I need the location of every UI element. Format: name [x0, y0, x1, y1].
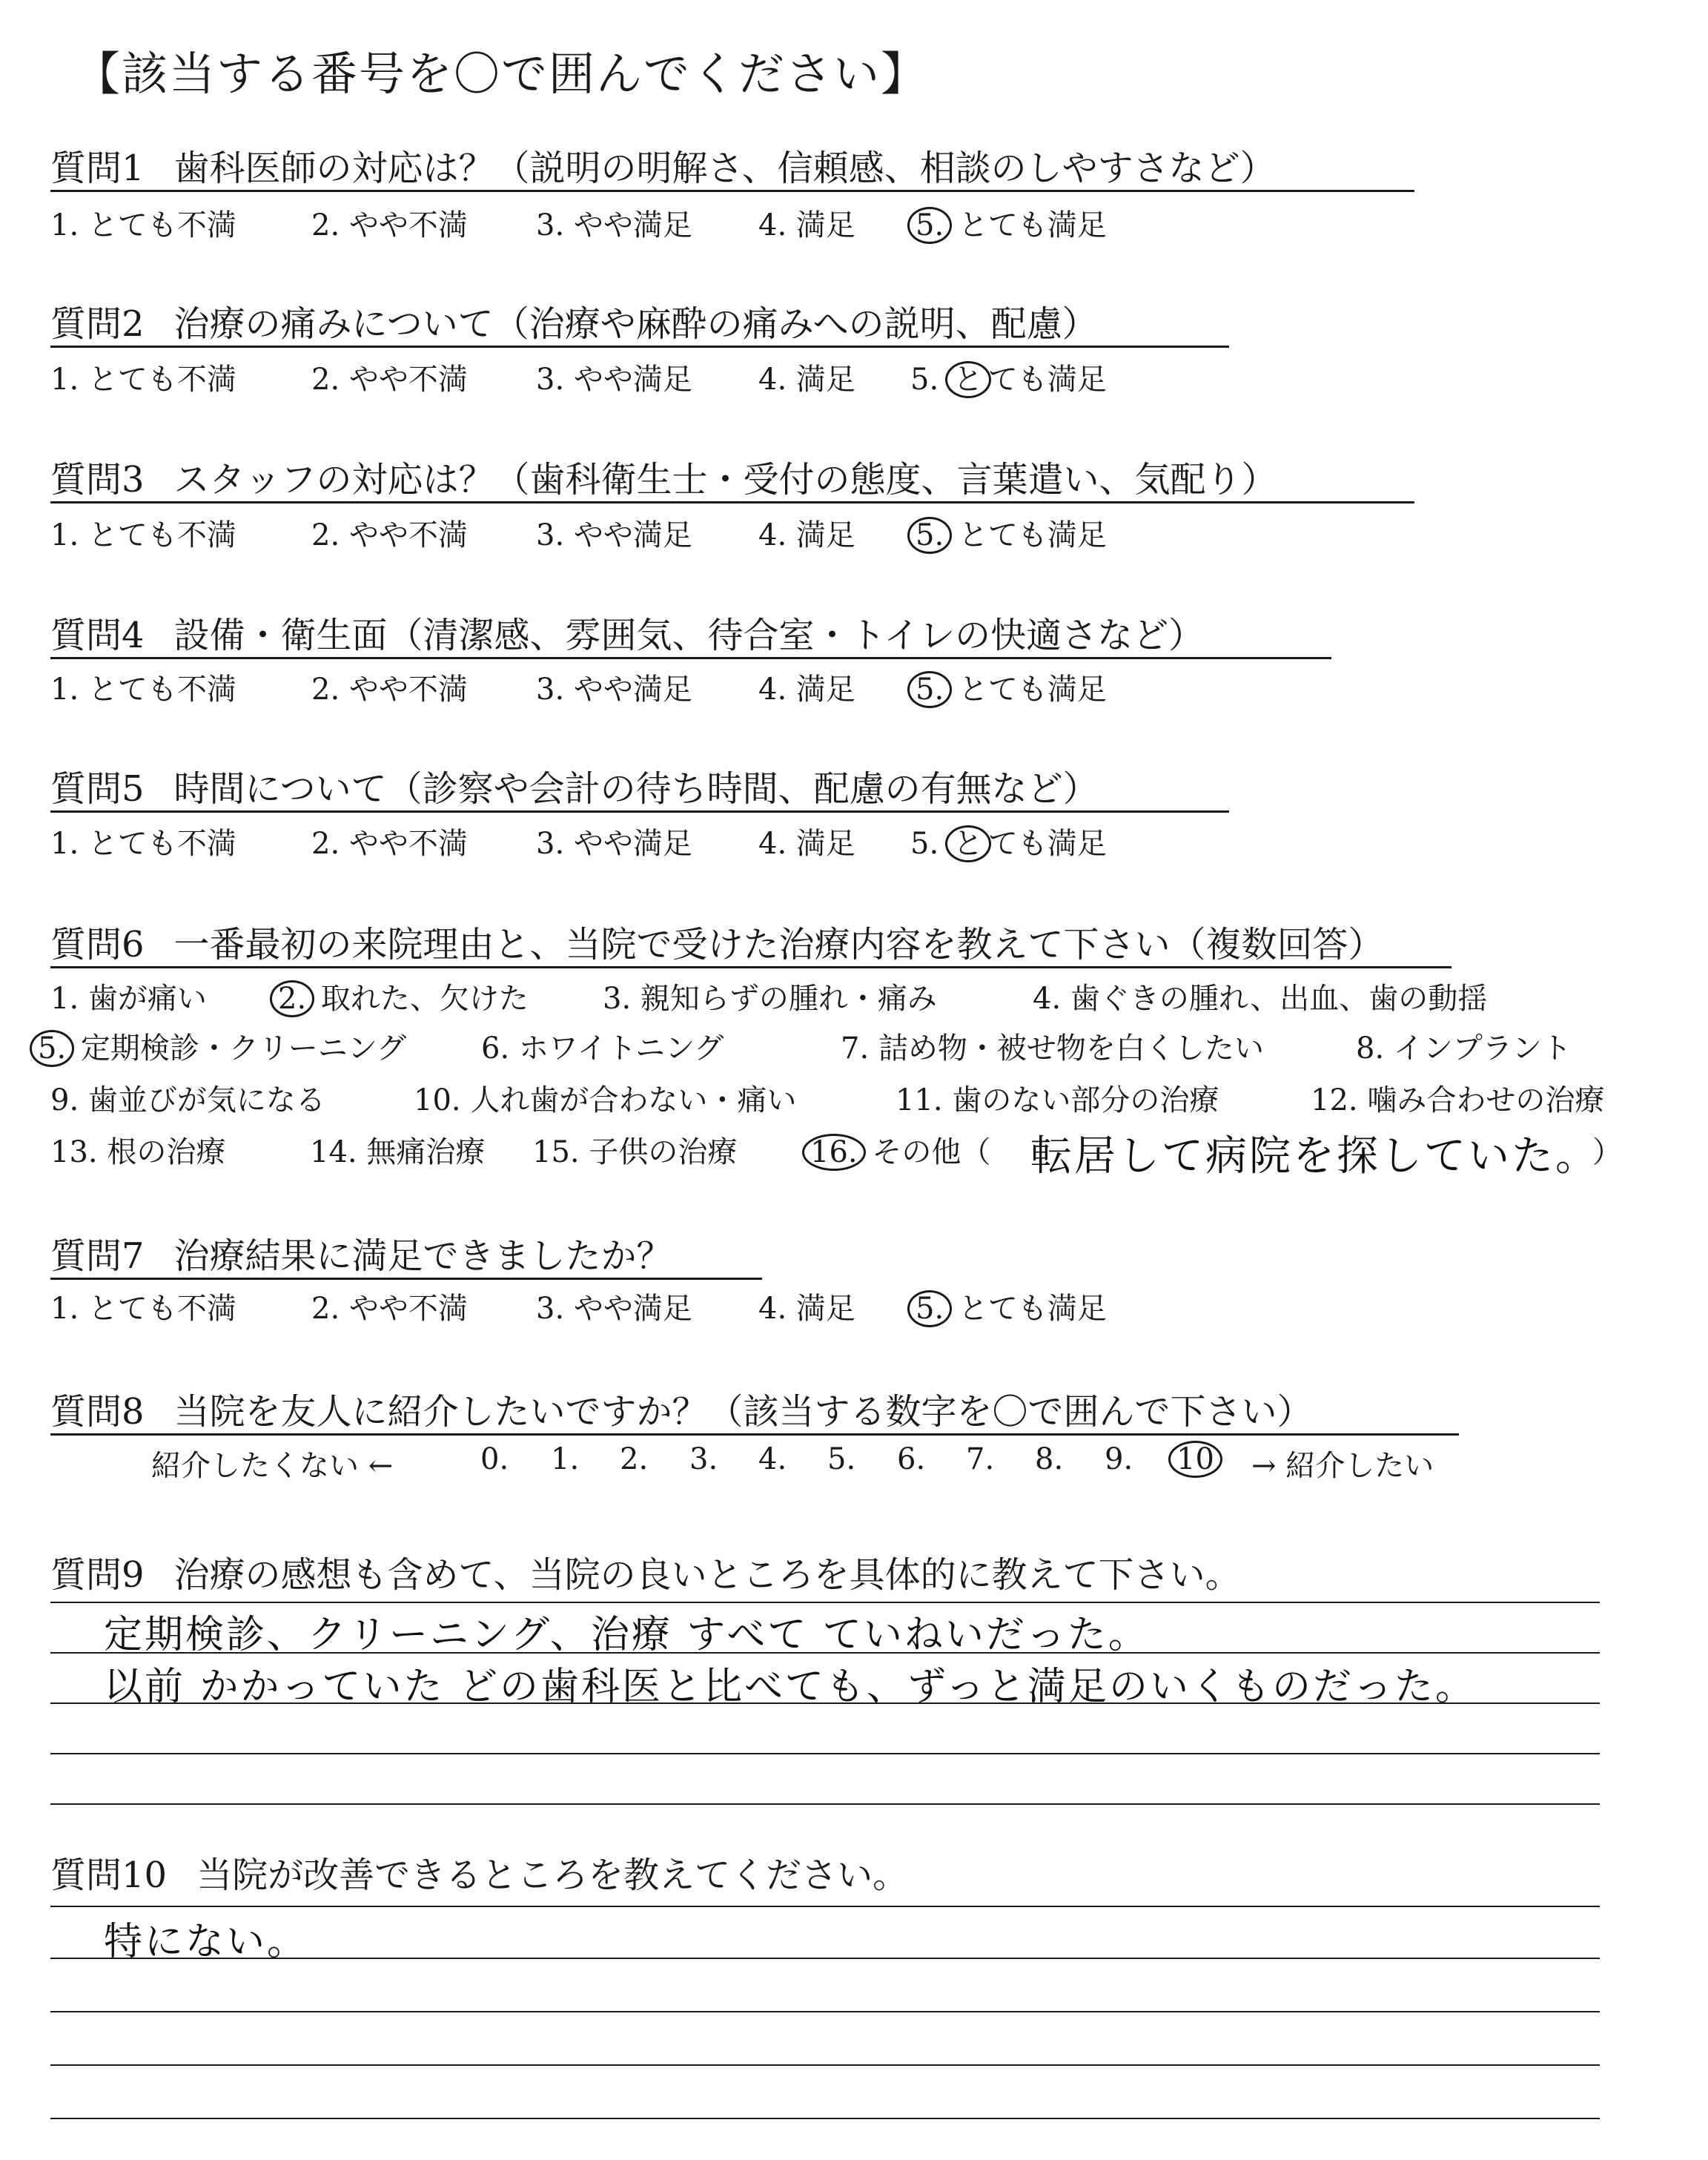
q6-option-10[interactable]: 10. 人れ歯が合わない・痛い — [414, 1083, 797, 1117]
page-title: 【該当する番号を〇で囲んでください】 — [74, 47, 929, 101]
q9-handwritten-line-1[interactable]: 定期検診、クリーニング、治療 すべて ていねいだった。 — [104, 1613, 1149, 1657]
option-4[interactable]: 4. 満足 — [758, 363, 855, 397]
score-9[interactable]: 9. — [1105, 1442, 1133, 1476]
option-1[interactable]: 1. とても不満 — [50, 518, 236, 552]
score-0[interactable]: 0. — [480, 1442, 509, 1476]
question-text: 歯科医師の対応は？（説明の明解さ、信頼感、相談のしやすさなど） — [173, 148, 1276, 189]
option-1[interactable]: 1. とても不満 — [50, 1292, 236, 1326]
score-5[interactable]: 5. — [827, 1442, 856, 1476]
option-3[interactable]: 3. やや満足 — [536, 673, 692, 707]
q6-option-3[interactable]: 3. 親知らずの腫れ・痛み — [603, 982, 937, 1016]
question-2 — [50, 295, 1098, 351]
question-5 — [50, 760, 1099, 816]
question-text: 設備・衛生面（清潔感、雰囲気、待合室・トイレの快適さなど） — [173, 615, 1205, 656]
q6-option-4[interactable]: 4. 歯ぐきの腫れ、出血、歯の動揺 — [1033, 982, 1488, 1016]
option-3[interactable]: 3. やや満足 — [536, 518, 692, 552]
option-5-selected[interactable]: 5. とても満足 — [910, 202, 1107, 244]
option-2[interactable]: 2. やや不満 — [311, 827, 468, 861]
question-7 — [50, 1227, 672, 1283]
question-4 — [50, 607, 1204, 662]
question-text: 治療の痛みについて（治療や麻酔の痛みへの説明、配慮） — [173, 303, 1098, 345]
q6-other-handwritten-answer[interactable]: 転居して病院を探していた。 — [1030, 1132, 1599, 1180]
option-3[interactable]: 3. やや満足 — [536, 208, 692, 242]
question-underline — [50, 190, 1414, 192]
question-text: 治療結果に満足できましたか？ — [173, 1235, 672, 1277]
score-10-selected[interactable]: 10 — [1171, 1442, 1219, 1476]
scale-left-label: 紹介したくない ← — [151, 1449, 394, 1483]
q6-option-13[interactable]: 13. 根の治療 — [50, 1135, 226, 1169]
answer-line — [50, 2011, 1600, 2012]
question-number: 質問3 — [50, 459, 145, 501]
q6-option-14[interactable]: 14. 無痛治療 — [310, 1135, 486, 1169]
option-3[interactable]: 3. やや満足 — [536, 363, 692, 397]
option-2[interactable]: 2. やや不満 — [311, 208, 468, 242]
option-5-selected[interactable]: 5. とても満足 — [910, 1285, 1107, 1327]
answer-line — [50, 1906, 1600, 1907]
question-text: 治療の感想も含めて、当院の良いところを具体的に教えて下さい。 — [173, 1554, 1241, 1596]
question-10 — [50, 1846, 908, 1902]
question-number: 質問4 — [50, 615, 145, 656]
option-2[interactable]: 2. やや不満 — [311, 1292, 468, 1326]
question-3 — [50, 451, 1277, 506]
answer-line — [50, 1803, 1600, 1805]
question-number: 質問5 — [50, 768, 145, 810]
question-9 — [50, 1546, 1241, 1602]
question-number: 質問6 — [50, 924, 145, 965]
score-6[interactable]: 6. — [897, 1442, 926, 1476]
option-1[interactable]: 1. とても不満 — [50, 827, 236, 861]
question-text: 当院が改善できるところを教えてください。 — [196, 1855, 909, 1896]
score-3[interactable]: 3. — [689, 1442, 718, 1476]
q6-option-7[interactable]: 7. 詰め物・被せ物を白くしたい — [841, 1031, 1264, 1066]
q6-other-close-paren: ） — [1592, 1135, 1622, 1169]
score-1[interactable]: 1. — [551, 1442, 580, 1476]
option-4[interactable]: 4. 満足 — [758, 827, 855, 861]
question-underline — [50, 966, 1452, 968]
option-4[interactable]: 4. 満足 — [758, 673, 855, 707]
score-4[interactable]: 4. — [758, 1442, 787, 1476]
option-4[interactable]: 4. 満足 — [758, 208, 855, 242]
score-8[interactable]: 8. — [1035, 1442, 1064, 1476]
option-2[interactable]: 2. やや不満 — [311, 673, 468, 707]
question-underline — [50, 1433, 1459, 1436]
option-1[interactable]: 1. とても不満 — [50, 208, 236, 242]
q6-option-8[interactable]: 8. インプラント — [1356, 1031, 1572, 1066]
question-number: 質問1 — [50, 148, 145, 189]
question-text: 一番最初の来院理由と、当院で受けた治療内容を教えて下さい（複数回答） — [173, 924, 1384, 965]
option-5-selected[interactable]: 5. とても満足 — [910, 512, 1107, 554]
question-text: スタッフの対応は？（歯科衛生士・受付の態度、言葉遣い、気配り） — [173, 459, 1277, 501]
question-underline — [50, 501, 1414, 503]
question-6 — [50, 916, 1384, 971]
q9-handwritten-line-2[interactable]: 以前 かかっていた どの歯科医と比べても、ずっと満足のいくものだった。 — [104, 1665, 1476, 1709]
q6-option-5-selected[interactable]: 5. 定期検診・クリーニング — [33, 1025, 406, 1067]
question-8 — [50, 1383, 1313, 1439]
q6-option-6[interactable]: 6. ホワイトニング — [481, 1031, 724, 1066]
q10-handwritten-line-1[interactable]: 特にない。 — [104, 1920, 308, 1964]
answer-line — [50, 2118, 1600, 2119]
question-number: 質問10 — [50, 1855, 168, 1896]
q6-option-11[interactable]: 11. 歯のない部分の治療 — [896, 1083, 1219, 1117]
question-number: 質問2 — [50, 303, 145, 345]
option-5-selected[interactable]: 5. と ても満足 — [910, 363, 1107, 397]
q6-option-12[interactable]: 12. 噛み合わせの治療 — [1311, 1083, 1605, 1117]
score-7[interactable]: 7. — [966, 1442, 995, 1476]
question-text: 時間について（診察や会計の待ち時間、配慮の有無など） — [173, 768, 1099, 810]
answer-line — [50, 2064, 1600, 2066]
scale-right-label: → 紹介したい — [1251, 1449, 1434, 1483]
option-2[interactable]: 2. やや不満 — [311, 363, 468, 397]
q6-option-15[interactable]: 15. 子供の治療 — [532, 1135, 738, 1169]
option-5-selected[interactable]: 5. とても満足 — [910, 666, 1107, 708]
question-text: 当院を友人に紹介したいですか？（該当する数字を〇で囲んで下さい） — [173, 1391, 1313, 1433]
question-1 — [50, 139, 1276, 195]
answer-line — [50, 1753, 1600, 1754]
question-number: 質問8 — [50, 1391, 145, 1433]
question-underline — [50, 810, 1229, 813]
q6-option-9[interactable]: 9. 歯並びが気になる — [50, 1083, 325, 1117]
score-2[interactable]: 2. — [620, 1442, 649, 1476]
question-underline — [50, 657, 1331, 659]
option-1[interactable]: 1. とても不満 — [50, 673, 236, 707]
option-5-selected[interactable]: 5. と ても満足 — [910, 827, 1107, 861]
q6-option-16-selected[interactable]: 16. その他（ — [805, 1129, 990, 1171]
option-3[interactable]: 3. やや満足 — [536, 1292, 692, 1326]
question-number: 質問7 — [50, 1235, 145, 1277]
option-1[interactable]: 1. とても不満 — [50, 363, 236, 397]
option-4[interactable]: 4. 満足 — [758, 1292, 855, 1326]
option-2[interactable]: 2. やや不満 — [311, 518, 468, 552]
question-number: 質問9 — [50, 1554, 145, 1596]
q6-option-2-selected[interactable]: 2. 取れた、欠けた — [273, 975, 529, 1017]
question-underline — [50, 1278, 762, 1280]
q6-option-1[interactable]: 1. 歯が痛い — [50, 982, 207, 1016]
option-3[interactable]: 3. やや満足 — [536, 827, 692, 861]
option-4[interactable]: 4. 満足 — [758, 518, 855, 552]
question-underline — [50, 346, 1229, 348]
